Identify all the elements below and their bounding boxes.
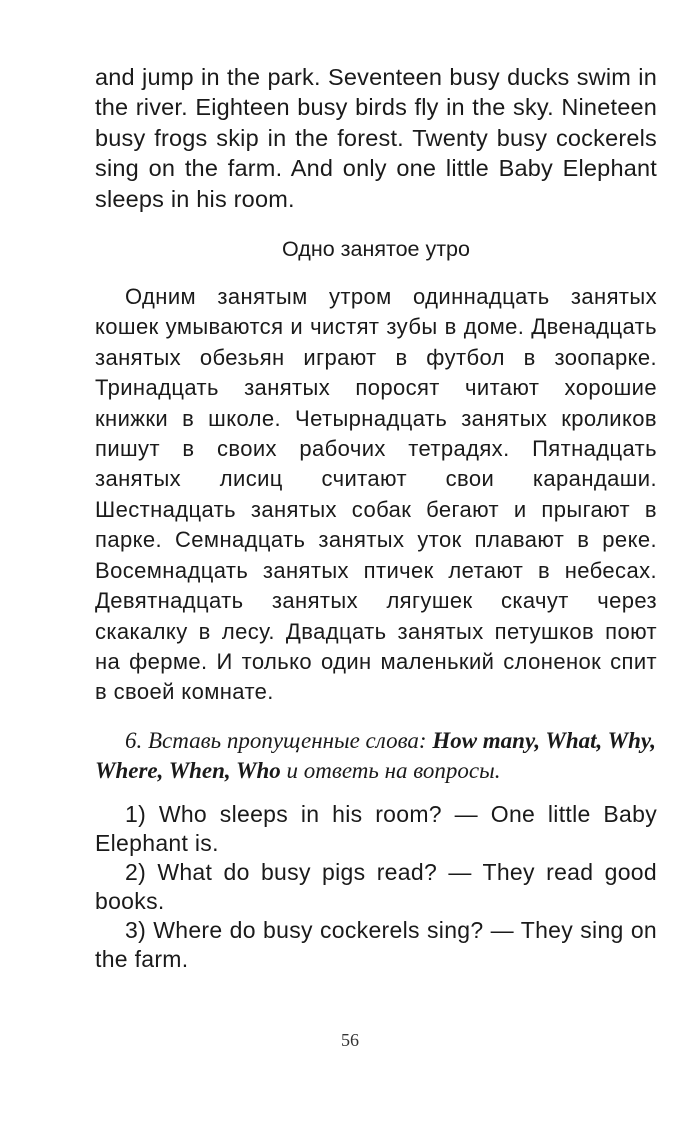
exercise-prefix: 6. Вставь пропущенные слова: bbox=[125, 727, 427, 753]
english-story-tail: and jump in the park. Seventeen busy ducks swim in the river. Eighteen busy birds fly in the sky. Nineteen busy frogs skip in the forest. Twenty busy cockerels sing on the farm. And only one little Baby Elephant sleeps in his room. bbox=[95, 64, 657, 212]
answer-1: 1) Who sleeps in his room? — One little Baby Elephant is. bbox=[95, 800, 657, 856]
page-content bbox=[95, 62, 657, 974]
exercise-suffix: и ответь на вопросы. bbox=[286, 757, 501, 783]
translation-text: Одним занятым утром одиннадцать занятых кошек умываются и чистят зубы в доме. Двенадцать занятых обезьян играют в футбол в зоопарке. Тринадцать занятых поросят читают хорошие книжки в школе. Четырнадцать занятых кроликов пишут в своих рабочих тетрадях. Пятнадцать занятых лисиц считают свои карандаши. Шестнадцать занятых собак бегают и прыгают в парке. Семнадцать занятых уток плавают в реке. Восемнадцать занятых птичек летают в небесах. Девятнадцать занятых лягушек скачут через скакалку в лесу. Двадцать занятых петушков поют на ферме. И только один маленький слоненок спит в своей комнате. bbox=[95, 284, 657, 705]
exercise-words: How many, What, Why, Where, When, Who bbox=[95, 727, 656, 783]
translation-title: Одно занятое утро bbox=[282, 237, 470, 262]
answer-3: 3) Where do busy cockerels sing? — They sing on the farm. bbox=[95, 916, 657, 972]
answer-2: 2) What do busy pigs read? — They read good books. bbox=[95, 858, 657, 914]
exercise-instruction bbox=[95, 726, 657, 786]
page-number: 56 bbox=[341, 1030, 359, 1050]
